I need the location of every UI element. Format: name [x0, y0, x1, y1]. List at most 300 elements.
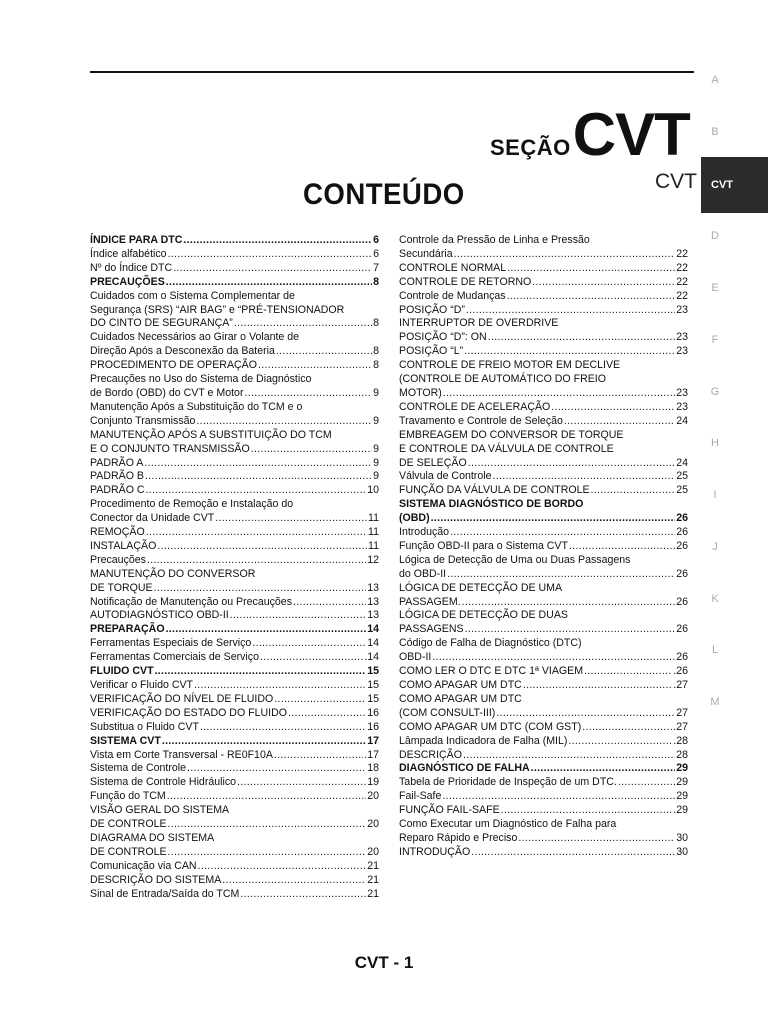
toc-entry[interactable] [399, 484, 688, 498]
toc-entry-line [399, 331, 688, 345]
toc-entry-text: MANUTENÇÃO APÓS A SUBSTITUIÇÃO DO TCM [90, 428, 332, 441]
toc-entry-text: PASSAGENS [399, 623, 464, 636]
toc-entry[interactable] [90, 860, 379, 874]
toc-entry-text: LÓGICA DE DETECÇÃO DE UMA [399, 581, 563, 594]
toc-page-number: 11 [368, 539, 379, 552]
toc-entry-text: DESCRIÇÃO [399, 748, 462, 761]
dot-leader [144, 457, 372, 471]
toc-entry-text: Reparo Rápido e Preciso [399, 831, 518, 844]
toc-entry[interactable] [90, 707, 379, 721]
toc-entry-line [90, 860, 379, 874]
dot-leader [154, 582, 367, 596]
toc-entry-line [399, 804, 688, 818]
toc-page-number: 14 [367, 623, 379, 636]
dot-leader [466, 304, 675, 318]
toc-entry-line [90, 707, 379, 721]
toc-entry-line [90, 762, 379, 776]
toc-entry-line [399, 679, 688, 693]
toc-entry-text: Nº do Índice DTC [90, 261, 173, 274]
toc-page-number: 14 [367, 637, 379, 650]
toc-entry-line [90, 888, 379, 902]
toc-entry-line [90, 457, 379, 471]
toc-page-number: .17 [364, 748, 379, 761]
toc-entry[interactable] [90, 568, 379, 596]
toc-entry[interactable] [90, 609, 379, 623]
toc-entry-line [90, 874, 379, 888]
toc-entry-text: COMO APAGAR UM DTC [399, 692, 522, 705]
toc-entry-line [90, 526, 379, 540]
toc-entry-text: Controle da Pressão de Linha e Pressão [399, 234, 590, 246]
toc-entry[interactable] [399, 735, 688, 749]
dot-leader [222, 874, 366, 888]
toc-entry-text: Sistema de Controle [90, 762, 186, 775]
toc-entry-text: VERIFICAÇÃO DO ESTADO DO FLUIDO [90, 706, 287, 719]
toc-page-number: 26 [676, 567, 688, 580]
dot-leader [198, 860, 367, 874]
toc-entry[interactable] [399, 846, 688, 860]
dot-leader [166, 623, 367, 637]
toc-entry-line [90, 609, 379, 623]
toc-entry-text: Cuidados Necessários ao Girar o Volante de [90, 331, 300, 344]
section-index-letter[interactable]: J [712, 541, 718, 553]
dot-leader [492, 470, 675, 484]
toc-entry-line [90, 415, 379, 429]
dot-leader [507, 262, 675, 276]
toc-entry-text: Comunicação via CAN [90, 859, 197, 872]
toc-entry[interactable] [90, 888, 379, 902]
toc-page-number: .28 [673, 734, 688, 747]
toc-entry-line [399, 665, 688, 679]
toc-entry-line [90, 637, 379, 651]
dot-leader [496, 707, 675, 721]
toc-entry[interactable] [90, 693, 379, 707]
toc-entry[interactable] [399, 818, 688, 846]
toc-entry-text: INTRODUÇÃO [399, 845, 471, 858]
toc-entry-line [90, 651, 379, 665]
toc-page-number: 11 [368, 526, 379, 539]
toc-entry[interactable] [90, 429, 379, 457]
toc-entry-line [90, 721, 379, 735]
toc-page-number: .27 [673, 679, 688, 691]
toc-entry[interactable] [90, 526, 379, 540]
toc-entry-line [90, 596, 379, 610]
toc-entry-text: FUNÇÃO DA VÁLVULA DE CONTROLE [399, 484, 590, 497]
toc-entry-text: INTERRUPTOR DE OVERDRIVE [399, 317, 559, 330]
toc-entry-text: OBD-II [399, 651, 432, 664]
toc-entry-line [90, 443, 379, 457]
toc-page-number: 15 [367, 665, 379, 678]
toc-entry[interactable] [399, 401, 688, 415]
toc-entry-text: Procedimento de Remoção e Instalação do [90, 498, 294, 511]
toc-page-number: 26 [676, 512, 688, 525]
toc-entry[interactable] [399, 540, 688, 554]
toc-entry-line [90, 665, 379, 679]
toc-entry-text: E O CONJUNTO TRANSMISSÃO [90, 442, 250, 455]
toc-entry-text: Função do TCM [90, 790, 166, 803]
section-index-letter[interactable]: D [711, 230, 719, 242]
toc-entry[interactable] [90, 679, 379, 693]
toc-entry[interactable] [399, 276, 688, 290]
toc-entry[interactable] [399, 582, 688, 610]
dot-leader [488, 331, 676, 345]
toc-entry-text: DESCRIÇÃO DO SISTEMA [90, 873, 222, 886]
toc-entry[interactable] [90, 331, 379, 359]
section-prefix: SEÇÃO [490, 135, 571, 160]
toc-entry[interactable] [90, 762, 379, 776]
dot-leader [251, 443, 372, 457]
toc-entry-text: Substitua o Fluido CVT [90, 720, 199, 733]
toc-entry-text: SISTEMA DIAGNÓSTICO DE BORDO [399, 498, 584, 511]
dot-leader [462, 596, 676, 610]
toc-page-number: 23 [676, 303, 688, 316]
toc-entry[interactable] [90, 276, 379, 290]
toc-entry-text: POSIÇÃO “D”: ON [399, 331, 487, 344]
dot-leader [584, 665, 672, 679]
toc-entry-line [90, 345, 379, 359]
toc-page-number: 16 [367, 720, 379, 733]
toc-entry[interactable] [90, 735, 379, 749]
toc-page-number: 7 [373, 261, 379, 274]
toc-entry-text: Conjunto Transmissão [90, 414, 196, 427]
toc-entry-line [90, 359, 379, 373]
toc-entry-text: Tabela de Prioridade de Inspeção de um DTC. [399, 776, 617, 789]
toc-page-number: .26 [673, 665, 688, 678]
toc-entry-text: REMOÇÃO [90, 526, 145, 539]
toc-entry[interactable] [399, 304, 688, 318]
dot-leader [166, 276, 372, 290]
toc-entry[interactable] [90, 290, 379, 332]
toc-entry[interactable] [399, 498, 688, 526]
toc-page-number: 9 [373, 442, 379, 455]
toc-entry[interactable] [90, 623, 379, 637]
toc-entry-line [399, 345, 688, 359]
toc-entry-text: Lógica de Detecção de Uma ou Duas Passagens [399, 553, 631, 566]
toc-entry-text: Direção Após a Desconexão da Bateria [90, 345, 275, 358]
toc-entry[interactable] [399, 609, 688, 637]
dot-leader [450, 526, 675, 540]
toc-entry-line [90, 623, 379, 637]
toc-entry[interactable] [90, 457, 379, 471]
toc-entry[interactable] [399, 470, 688, 484]
toc-entry-line [399, 290, 688, 304]
toc-entry-text: CONTROLE DE RETORNO [399, 275, 532, 288]
section-index-letter[interactable]: I [713, 489, 717, 501]
page-title: CONTEÚDO [303, 178, 465, 211]
toc-entry[interactable] [90, 790, 379, 804]
toc-entry-line [90, 470, 379, 484]
toc-entry[interactable] [399, 679, 688, 693]
toc-page-number: 21 [367, 887, 379, 900]
toc-entry[interactable] [399, 317, 688, 345]
toc-page-number: 23 [676, 331, 688, 344]
toc-entry[interactable] [399, 762, 688, 776]
toc-entry-text: LÓGICA DE DETECÇÃO DE DUAS [399, 609, 568, 622]
toc-page-number: 20 [367, 845, 379, 858]
toc-entry[interactable] [399, 234, 688, 262]
section-index-letter[interactable]: H [711, 437, 719, 449]
toc-entry-line [399, 540, 688, 554]
toc-entry-text: VISÃO GERAL DO SISTEMA [90, 804, 230, 817]
toc-entry-line [399, 832, 688, 846]
toc-entry-line [90, 248, 379, 262]
toc-page-number: 21 [367, 859, 379, 872]
toc-entry[interactable] [90, 401, 379, 429]
dot-leader [293, 596, 366, 610]
toc-entry[interactable] [399, 693, 688, 721]
page-number: CVT - 1 [354, 953, 414, 972]
toc-entry-text: MANUTENÇÃO DO CONVERSOR [90, 567, 256, 580]
toc-entry[interactable] [399, 415, 688, 429]
section-index-letter[interactable]: G [710, 386, 720, 398]
toc-page-number: 22 [676, 247, 688, 260]
toc-entry-line [399, 401, 688, 415]
toc-entry-text: PASSAGEM. [399, 595, 461, 608]
toc-entry-line [90, 818, 379, 832]
toc-entry-text: Válvula de Controle [399, 470, 492, 483]
toc-page-number: .14 [364, 651, 379, 664]
toc-entry[interactable] [90, 776, 379, 790]
dot-leader [240, 888, 366, 902]
toc-entry-text: CONTROLE DE FREIO MOTOR EM DECLIVE [399, 359, 621, 372]
toc-page-number: 11 [368, 512, 379, 525]
toc-page-number: 24 [676, 456, 688, 469]
dot-leader [288, 707, 366, 721]
toc-page-number: 29 [676, 762, 688, 775]
toc-page-number: 26 [676, 539, 688, 552]
toc-entry[interactable] [90, 804, 379, 832]
dot-leader [276, 345, 372, 359]
toc-page-number: 27 [676, 720, 688, 733]
toc-entry[interactable] [399, 526, 688, 540]
toc-entry-line [399, 470, 688, 484]
toc-entry-line [90, 679, 379, 693]
toc-entry-line [399, 721, 688, 735]
toc-entry-line [399, 248, 688, 262]
toc-entry[interactable] [90, 554, 379, 568]
header-rule [90, 71, 694, 73]
dot-leader [237, 776, 366, 790]
toc-entry-text: EMBREAGEM DO CONVERSOR DE TORQUE [399, 428, 624, 441]
toc-entry-line [90, 512, 379, 526]
toc-page-number: 19 [367, 776, 379, 789]
toc-entry[interactable] [90, 359, 379, 373]
toc-page-number: 12 [367, 553, 379, 566]
toc-entry-line [90, 276, 379, 290]
toc-column-left [90, 234, 379, 902]
toc-entry-text: COMO APAGAR UM DTC [399, 679, 522, 691]
active-section-tab[interactable]: CVT [701, 157, 768, 213]
toc-entry-text: DIAGRAMA DO SISTEMA [90, 831, 215, 844]
toc-entry[interactable] [399, 665, 688, 679]
dot-leader [443, 387, 675, 401]
toc-entry-text: Notificação de Manutenção ou Precauções [90, 595, 292, 608]
toc-page-number: 13 [367, 609, 379, 622]
toc-page-number: 9 [373, 414, 379, 427]
toc-entry[interactable] [399, 721, 688, 735]
toc-entry-text: Cuidados com o Sistema Complementar de [90, 289, 295, 302]
toc-entry[interactable] [399, 776, 688, 790]
toc-entry[interactable] [399, 262, 688, 276]
dot-leader [468, 457, 675, 471]
toc-entry-line [90, 846, 379, 860]
toc-entry-text: FUNÇÃO FAIL-SAFE [399, 804, 500, 817]
toc-entry-text: SISTEMA CVT [90, 734, 161, 747]
toc-entry[interactable] [399, 804, 688, 818]
toc-entry-text: Lâmpada Indicadora de Falha (MIL) [399, 734, 568, 747]
toc-page-number: 8 [373, 275, 379, 288]
toc-entry-text: Fail-Safe [399, 790, 442, 803]
toc-entry-text: (CONTROLE DE AUTOMÁTICO DO FREIO [399, 373, 606, 386]
toc-entry[interactable] [90, 484, 379, 498]
toc-entry[interactable] [90, 234, 379, 248]
toc-entry[interactable] [399, 429, 688, 471]
toc-entry-text: DO CINTO DE SEGURANÇA” [90, 317, 233, 330]
toc-entry-line [399, 596, 688, 610]
toc-entry-line [399, 526, 688, 540]
toc-entry-line [90, 540, 379, 554]
toc-entry-line [399, 846, 688, 860]
toc-entry[interactable] [399, 749, 688, 763]
toc-entry-text: PADRÃO A [90, 456, 144, 469]
toc-page-number: 15 [367, 679, 379, 691]
toc-page-number: 30 [676, 831, 688, 844]
toc-entry-text: Segurança (SRS) “AIR BAG” e “PRÉ-TENSIONADOR [90, 303, 345, 316]
dot-leader [145, 470, 372, 484]
toc-entry-text: Precauções no Uso do Sistema de Diagnóstico [90, 373, 312, 386]
toc-entry[interactable] [90, 373, 379, 401]
toc-entry-text: POSIÇÃO “D” [399, 303, 465, 316]
toc-entry-text: DE CONTROLE [90, 818, 167, 831]
toc-entry-text: POSIÇÃO “L” [399, 345, 464, 358]
dot-leader [252, 637, 366, 651]
toc-page-number: 26 [676, 623, 688, 636]
toc-entry[interactable] [90, 749, 379, 763]
toc-entry[interactable] [90, 721, 379, 735]
toc-entry-text: PREPARAÇÃO [90, 623, 165, 636]
toc-page-number: 13 [367, 595, 379, 608]
toc-page-number: 9 [373, 386, 379, 399]
dot-leader [464, 345, 675, 359]
toc-entry[interactable] [399, 790, 688, 804]
section-index-letter[interactable]: K [711, 593, 719, 605]
toc-page-number: 25 [676, 470, 688, 483]
toc-entry[interactable] [399, 554, 688, 582]
toc-entry[interactable] [90, 651, 379, 665]
toc-page-number: 25 [676, 484, 688, 497]
toc-page-number: 8 [373, 345, 379, 358]
dot-leader [167, 790, 366, 804]
toc-page-number: 18 [367, 762, 379, 775]
toc-entry-text: (COM CONSULT-III) [399, 706, 496, 719]
toc-entry-text: INSTALAÇÃO [90, 539, 157, 552]
dot-leader [168, 248, 373, 262]
toc-entry[interactable] [399, 359, 688, 401]
toc-entry-text: CONTROLE NORMAL [399, 261, 507, 274]
toc-entry[interactable] [90, 248, 379, 262]
toc-page-number: 23 [676, 400, 688, 413]
toc-entry[interactable] [399, 345, 688, 359]
toc-entry-text: Vista em Corte Transversal - RE0F10A [90, 748, 273, 761]
toc-entry-line [399, 262, 688, 276]
toc-page-number: 23 [676, 345, 688, 358]
toc-entry-line [399, 304, 688, 318]
toc-entry[interactable] [90, 262, 379, 276]
dot-leader [168, 818, 367, 832]
dot-leader [507, 290, 676, 304]
dot-leader [471, 846, 675, 860]
toc-entry-text: COMO APAGAR UM DTC (COM GST) [399, 720, 582, 733]
toc-entry-text: Introdução [399, 526, 450, 539]
toc-entry[interactable] [90, 498, 379, 526]
dot-leader [568, 735, 672, 749]
toc-entry[interactable] [90, 874, 379, 888]
toc-entry[interactable] [90, 832, 379, 860]
dot-leader [564, 415, 675, 429]
toc-entry-line [399, 568, 688, 582]
toc-entry-line [90, 735, 379, 749]
dot-leader [155, 665, 367, 679]
dot-leader [582, 721, 675, 735]
dot-leader [274, 693, 366, 707]
dot-leader [168, 846, 367, 860]
toc-entry-line [90, 554, 379, 568]
dot-leader [147, 554, 366, 568]
toc-entry[interactable] [90, 540, 379, 554]
toc-page-number: 13 [367, 581, 379, 594]
toc-entry-text: Índice alfabético [90, 247, 167, 260]
section-index-letter[interactable]: F [711, 334, 719, 346]
toc-entry-text: de Bordo (OBD) do CVT e Motor [90, 386, 244, 399]
toc-entry-line [399, 457, 688, 471]
dot-leader [618, 776, 675, 790]
dot-leader [215, 512, 367, 526]
toc-entry-line [399, 651, 688, 665]
toc-page-number: 6 [373, 234, 379, 246]
section-index-letter[interactable]: E [711, 282, 719, 294]
section-index-letter[interactable]: A [711, 74, 719, 86]
dot-leader [157, 540, 367, 554]
toc-page-number: 9 [373, 456, 379, 469]
section-code: CVT [572, 101, 690, 168]
toc-entry-text: PADRÃO C [90, 484, 145, 497]
dot-leader [569, 540, 675, 554]
toc-page-number: 20 [367, 790, 379, 803]
toc-page-number: 22 [676, 289, 688, 302]
toc-entry-text: MOTOR) [399, 386, 442, 399]
toc-entry[interactable] [90, 637, 379, 651]
toc-entry-text: Sistema de Controle Hidráulico [90, 776, 237, 789]
toc-entry[interactable] [90, 596, 379, 610]
section-index-letter[interactable]: L [711, 644, 719, 656]
toc-entry[interactable] [90, 470, 379, 484]
toc-entry-text: do OBD-II [399, 567, 447, 580]
toc-entry-line [399, 623, 688, 637]
toc-entry[interactable] [90, 665, 379, 679]
toc-entry-line [399, 415, 688, 429]
toc-entry[interactable] [399, 290, 688, 304]
toc-entry-text: COMO LER O DTC E DTC 1ª VIAGEM [399, 665, 584, 678]
toc-entry-line [90, 387, 379, 401]
toc-entry-text: Como Executar um Diagnóstico de Falha para [399, 818, 617, 831]
toc-entry-line [90, 484, 379, 498]
toc-entry-text: Precauções [90, 553, 146, 566]
toc-entry[interactable] [399, 637, 688, 665]
section-index-letter[interactable]: B [711, 126, 719, 138]
toc-entry-line [90, 693, 379, 707]
toc-entry-line [399, 790, 688, 804]
section-index-letter[interactable]: M [710, 696, 720, 708]
toc-page-number: 29 [676, 790, 688, 803]
